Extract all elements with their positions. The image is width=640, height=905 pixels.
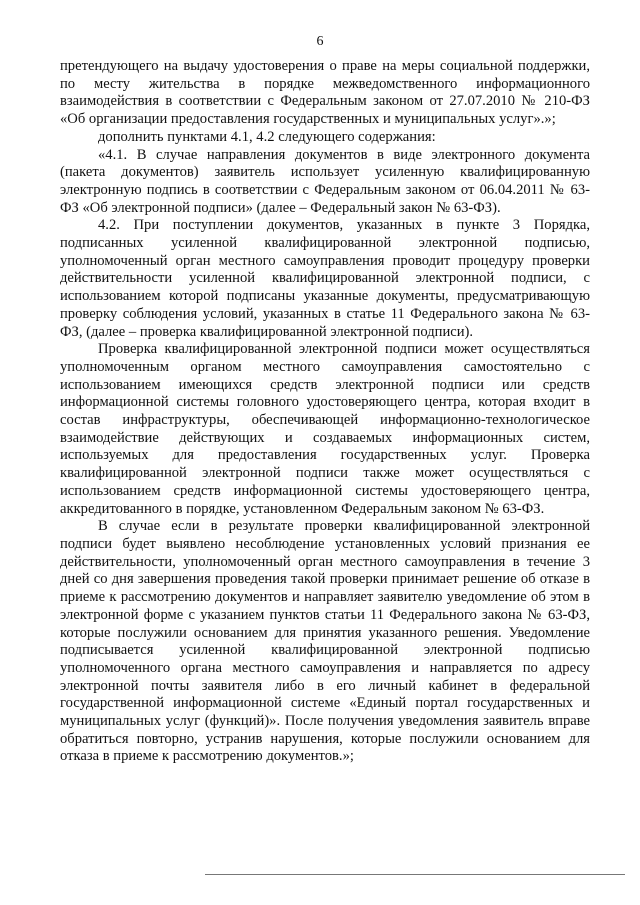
footer-rule [205, 874, 625, 875]
paragraph-4-2: 4.2. При поступлении документов, указанных в пункте 3 Порядка, подписанных усиленной квалифицированной электронной подписью, уполномоченный орган местного самоуправления проводит процедуру проверки действительности усиленной квалифицированной электронной подписи, с использованием которой подписаны указанные документы, предусматривающую проверку соблюдения условий, указанных в статье 11 Федерального закона № 63-ФЗ, (далее – проверка квалифицированной электронной подписи). [60, 217, 590, 340]
paragraph-4-1: «4.1. В случае направления документов в виде электронного документа (пакета документов) заявитель использует усиленную квалифицированную электронную подпись в соответствии с Федеральным законом от 06.04.2011 № 63-ФЗ «Об электронной подписи» (далее – Федеральный закон № 63-ФЗ). [60, 146, 590, 216]
page-number: 6 [316, 34, 324, 49]
paragraph-amendment-intro: дополнить пунктами 4.1, 4.2 следующего содержания: [98, 128, 436, 145]
paragraph-continuation: претендующего на выдачу удостоверения о праве на меры социальной поддержки, по месту жительства в порядке межведомственного информационного взаимодействия в соответствии с Федеральным законом от 27.07.2010 № 210-ФЗ «Об организации предоставления государственных и муниципальных услуг».»; [60, 58, 590, 128]
paragraph-signature-check: Проверка квалифицированной электронной подписи может осуществляться уполномоченным органом местного самоуправления самостоятельно с использованием имеющихся средств электронной подписи или средств информационной системы головного удостоверяющего центра, которая входит в состав инфраструктуры, обеспечивающей информационно-технологическое взаимодействие действующих и создаваемых информационных систем, используемых для предоставления государственных услуг. Проверка квалифицированной электронной подписи также может осуществляться с использованием средств информационной системы удостоверяющего центра, аккредитованного в порядке, установленном Федеральным законом № 63-ФЗ. [60, 341, 590, 517]
document-body [60, 58, 590, 766]
paragraph-refusal-notice: В случае если в результате проверки квалифицированной электронной подписи будет выявлено несоблюдение установленных условий признания ее действительности, уполномоченный орган местного самоуправления в течение 3 дней со дня завершения проведения такой проверки принимает решение об отказе в приеме к рассмотрению документов и направляет заявителю уведомление об этом в электронной форме с указанием пунктов статьи 11 Федерального закона № 63-ФЗ, которые послужили основанием для принятия указанного решения. Уведомление подписывается усиленной квалифицированной электронной подписью уполномоченного органа местного самоуправления и направляется по адресу электронной почты заявителя либо в его личный кабинет в федеральной государственной информационной системе «Единый портал государственных и муниципальных услуг (функций)». После получения уведомления заявитель вправе обратиться повторно, устранив нарушения, которые послужили основанием для отказа в приеме к рассмотрению документов.»; [60, 518, 590, 765]
